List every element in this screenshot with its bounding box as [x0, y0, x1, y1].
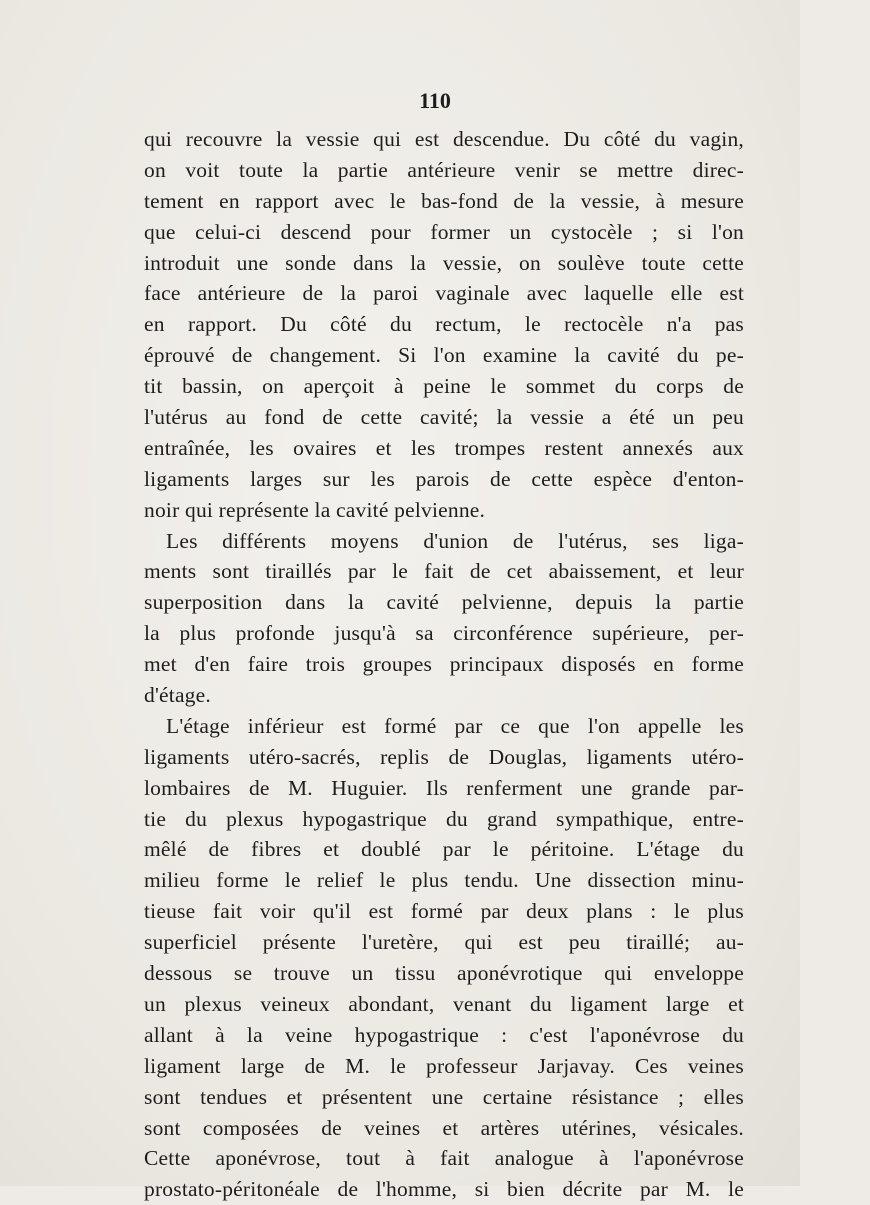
text-line: la plus profonde jusqu'à sa circonférence supérieure, per-	[144, 621, 744, 646]
text-line: on voit toute la partie antérieure venir se mettre direc-	[144, 157, 744, 182]
text-line: ments sont tiraillés par le fait de cet abaissement, et leur	[144, 559, 744, 584]
text-line: sont tendues et présentent une certaine résistance ; elles	[144, 1084, 744, 1109]
text-line: met d'en faire trois groupes principaux disposés en forme	[144, 652, 744, 677]
text-line: tement en rapport avec le bas-fond de la vessie, à mesure	[144, 188, 744, 213]
text-line: qui recouvre la vessie qui est descendue. Du côté du vagin,	[144, 127, 744, 151]
text-line: tie du plexus hypogastrique du grand sympathique, entre-	[144, 806, 744, 831]
text-line: L'étage inférieur est formé par ce que l'on appelle les	[166, 713, 744, 738]
text-line: éprouvé de changement. Si l'on examine la cavité du pe-	[144, 343, 744, 368]
text-line: ligaments utéro-sacrés, replis de Douglas, ligaments utéro-	[144, 744, 744, 769]
text-line: tit bassin, on aperçoit à peine le sommet du corps de	[144, 374, 744, 399]
text-line: lombaires de M. Huguier. Ils renferment une grande par-	[144, 775, 744, 800]
text-line: entraînée, les ovaires et les trompes restent annexés aux	[144, 435, 744, 460]
text-line: prostato-péritonéale de l'homme, si bien décrite par M. le	[144, 1177, 744, 1202]
text-line: allant à la veine hypogastrique : c'est l'aponévrose du	[144, 1022, 744, 1047]
text-line: ligament large de M. le professeur Jarjavay. Ces veines	[144, 1053, 744, 1078]
text-line: Cette aponévrose, tout à fait analogue à l'aponévrose	[144, 1146, 744, 1171]
text-line: d'étage.	[144, 683, 211, 708]
text-line: milieu forme le relief le plus tendu. Une dissection minu-	[144, 868, 744, 893]
text-line: superposition dans la cavité pelvienne, depuis la partie	[144, 590, 744, 615]
body-text	[144, 124, 744, 1205]
text-line: noir qui représente la cavité pelvienne.	[144, 497, 486, 522]
text-line: que celui-ci descend pour former un cystocèle ; si l'on	[144, 219, 744, 244]
text-line: Les différents moyens d'union de l'utérus, ses liga-	[166, 528, 744, 553]
text-line: superficiel présente l'uretère, qui est peu tiraillé; au-	[144, 930, 744, 955]
text-line: mêlé de fibres et doublé par le péritoine. L'étage du	[144, 837, 744, 862]
text-line: l'utérus au fond de cette cavité; la vessie a été un peu	[144, 405, 744, 430]
text-line: sont composées de veines et artères utérines, vésicales.	[144, 1115, 744, 1140]
text-line: en rapport. Du côté du rectum, le rectocèle n'a pas	[144, 312, 744, 337]
text-line: tieuse fait voir qu'il est formé par deux plans : le plus	[144, 899, 744, 924]
text-line: un plexus veineux abondant, venant du ligament large et	[144, 991, 744, 1016]
text-line: face antérieure de la paroi vaginale avec laquelle elle est	[144, 281, 744, 306]
text-line: introduit une sonde dans la vessie, on soulève toute cette	[144, 250, 744, 275]
page-number: 110	[419, 88, 451, 113]
text-line: ligaments larges sur les parois de cette espèce d'enton-	[144, 466, 744, 491]
text-line: dessous se trouve un tissu aponévrotique qui enveloppe	[144, 961, 744, 986]
